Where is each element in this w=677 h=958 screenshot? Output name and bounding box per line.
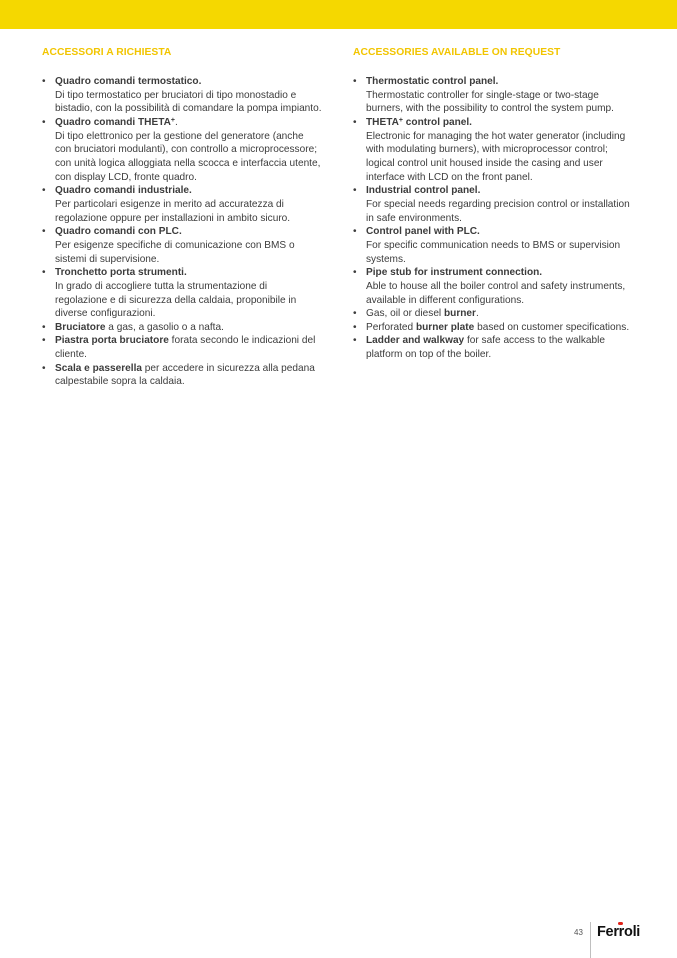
accessory-list-en [353,75,633,362]
list-item: • Ladder and walkway for safe access to the walkable platform on top of the boiler. [353,334,633,361]
list-item: • Quadro comandi industriale. Per particolari esigenze in merito ad accuratezza di regolazione oppure per installazioni in ambito sicuro. [42,184,322,225]
list-item: • Quadro comandi THETA+. Di tipo elettronico per la gestione del generatore (anche con bruciatori modulanti), con controllo a microprocessore; con unità logica alloggiata nella scocca e interfaccia utente, con display LCD, fronte quadro. [42,116,322,184]
brand-logo: Ferroli [597,924,641,940]
list-item: • Tronchetto porta strumenti. In grado di accogliere tutta la strumentazione di regolazione e di sicurezza della caldaia, proponibile in diverse configurazioni. [42,266,322,321]
list-item: • Thermostatic control panel. Thermostatic controller for single-stage or two-stage burners, with the possibility to control the system pump. [353,75,633,116]
list-item: • Control panel with PLC. For specific communication needs to BMS or supervision systems. [353,225,633,266]
top-color-band [0,0,677,29]
list-item: • Quadro comandi con PLC. Per esigenze specifiche di comunicazione con BMS o sistemi di supervisione. [42,225,322,266]
section-heading-it: ACCESSORI A RICHIESTA [42,47,172,58]
page-number: 43 [574,928,583,937]
accessories-italian-column [42,46,322,389]
list-item: • Gas, oil or diesel burner. [353,307,633,321]
list-item: • THETA+ control panel. Electronic for managing the hot water generator (including with modulating burners), with microprocessor control; logical control unit housed inside the casing and user interface with LCD on the front panel. [353,116,633,184]
footer-divider [590,922,591,958]
accessory-list-it [42,75,322,389]
list-item: • Scala e passerella per accedere in sicurezza alla pedana calpestabile sopra la caldaia. [42,362,322,389]
list-item: • Bruciatore a gas, a gasolio o a nafta. [42,321,322,335]
list-item: • Quadro comandi termostatico. Di tipo termostatico per bruciatori di tipo monostadio e bistadio, con la possibilità di comandare la pompa impianto. [42,75,322,116]
section-heading-en: ACCESSORIES AVAILABLE ON REQUEST [353,47,561,58]
list-item: • Piastra porta bruciatore forata secondo le indicazioni del cliente. [42,334,322,361]
list-item: • Pipe stub for instrument connection. Able to house all the boiler control and safety instruments, available in different configurations. [353,266,633,307]
accessories-english-column [353,46,633,362]
list-item: • Industrial control panel. For special needs regarding precision control or installation in safe environments. [353,184,633,225]
list-item: • Perforated burner plate based on customer specifications. [353,321,633,335]
